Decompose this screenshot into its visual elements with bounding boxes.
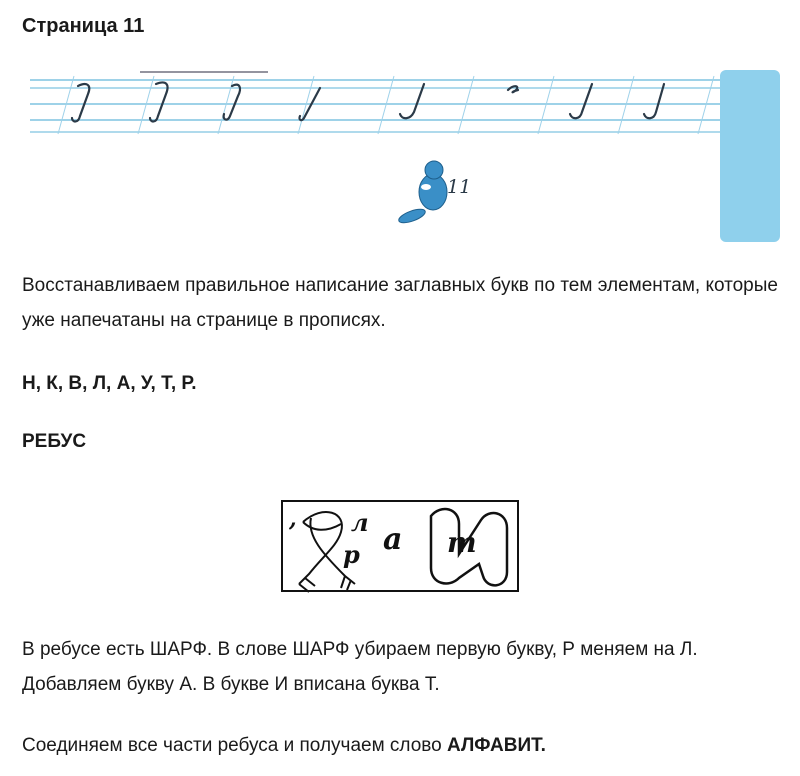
rebus-comma: , xyxy=(289,506,297,532)
page-title: Страница 11 xyxy=(22,15,145,37)
conclusion-suffix: . xyxy=(540,735,546,756)
rebus-letter-r: р xyxy=(343,540,360,569)
letters-answer: Н, К, В, Л, А, У, Т, Р. xyxy=(22,373,197,394)
copybook-image xyxy=(20,62,780,244)
rebus-explanation-line-1: В ребусе есть ШАРФ. В слове ШАРФ убираем первую букву, Р меняем на Л. xyxy=(22,639,698,660)
conclusion xyxy=(22,728,782,763)
conclusion-word: АЛФАВИТ xyxy=(447,735,541,756)
copybook-page-number: 11 xyxy=(447,176,472,198)
rebus-letter-a: а xyxy=(383,522,403,557)
conclusion-prefix: Соединяем все части ребуса и получаем слово xyxy=(22,735,448,756)
rebus-heading: РЕБУС xyxy=(22,431,87,452)
rebus-image xyxy=(281,500,519,592)
rebus-explanation xyxy=(22,632,782,702)
rebus-letter-l: л xyxy=(351,508,369,537)
rebus-letter-t: т xyxy=(447,526,477,559)
copybook-lines xyxy=(20,62,780,244)
intro-paragraph: Восстанавливаем правильное написание заглавных букв по тем элементам, которые уже напечатаны на странице в прописях. xyxy=(22,275,778,331)
rebus-explanation-line-2: Добавляем букву А. В букве И вписана буква Т. xyxy=(22,674,440,695)
